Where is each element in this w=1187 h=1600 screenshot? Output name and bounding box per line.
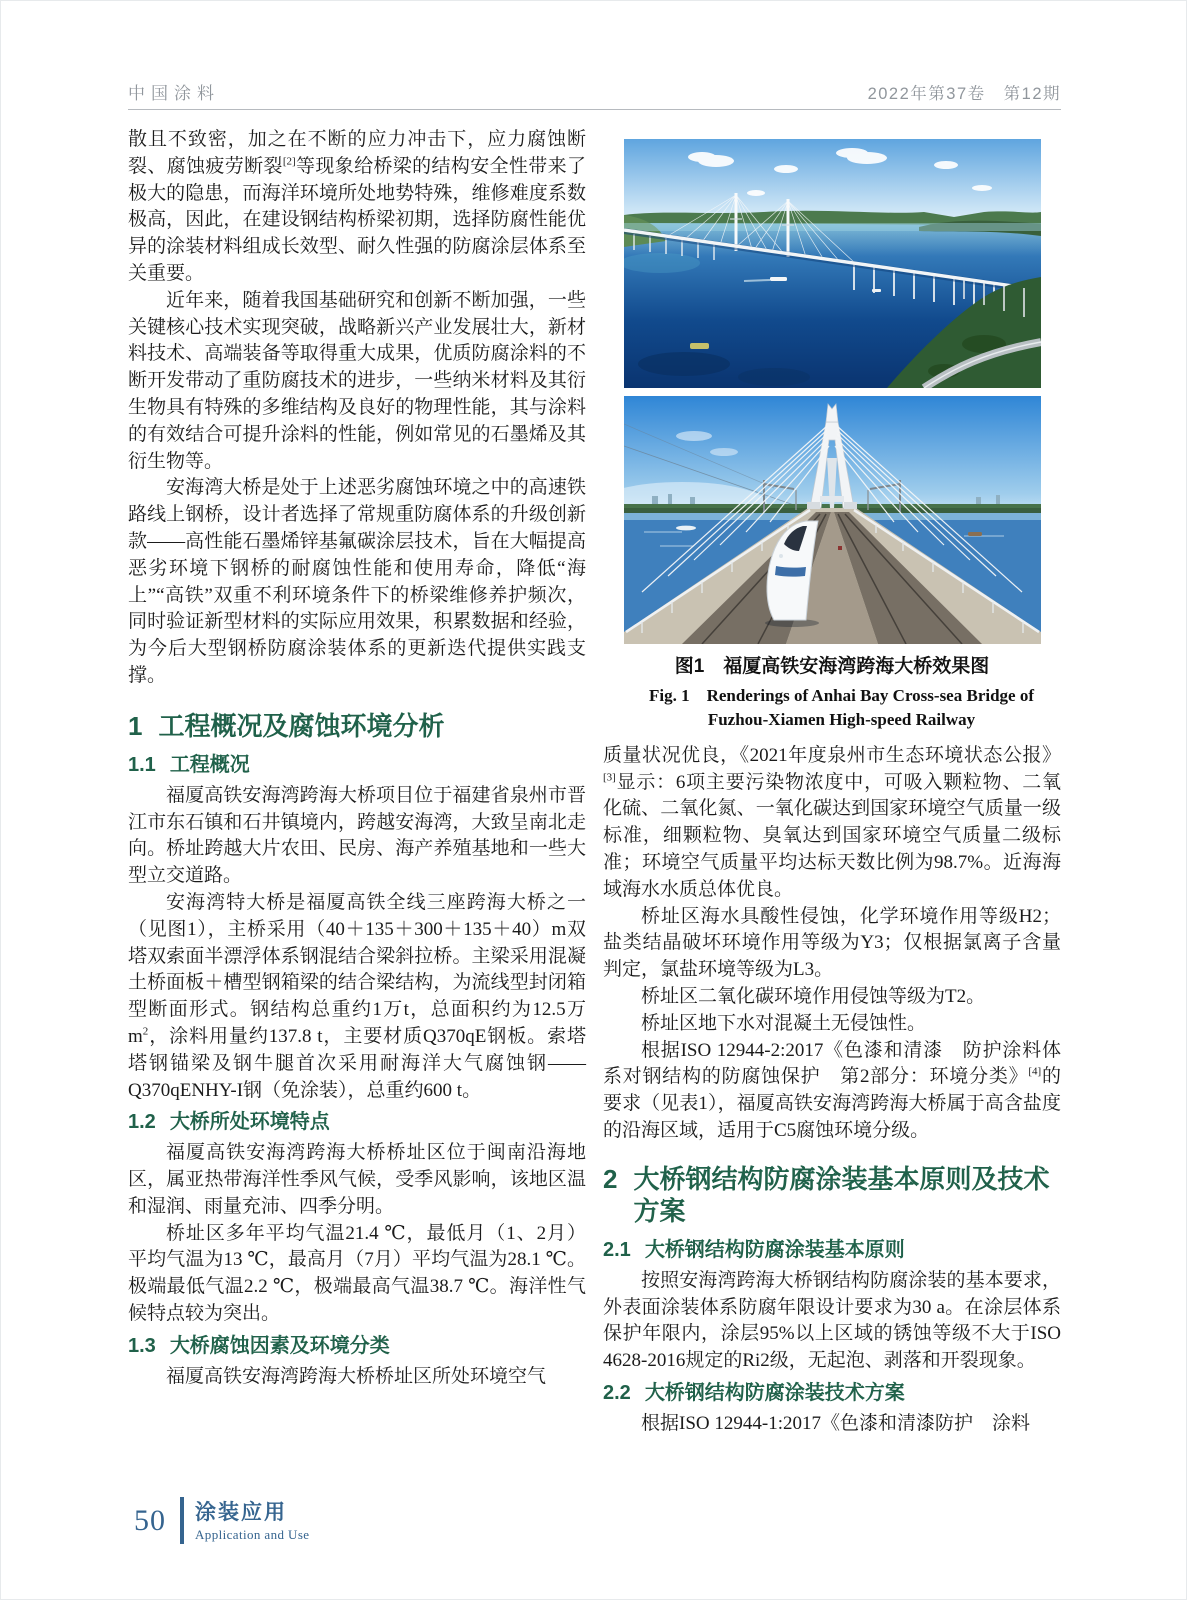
section-title: 大桥钢结构防腐涂装基本原则及技术方案 [633,1163,1050,1226]
section-1-3-heading [128,1332,586,1360]
body-paragraph-14: 按照安海湾跨海大桥钢结构防腐涂装的基本要求，外表面涂装体系防腐年限设计要求为30 a。在涂层体系保护年限内，涂层95%以上区域的锈蚀等级不大于ISO 4628-2016规定的Ri2级，无起泡、剥落和开裂现象。 [603,1269,1061,1372]
body-paragraph-12: 桥址区地下水对混凝土无侵蚀性。 [641,1012,927,1034]
subsection-number: 1.1 [128,753,156,776]
header-divider [128,109,1061,110]
footer-column-info [195,1497,309,1544]
figure1-caption [624,654,1041,732]
subsection-number: 1.3 [128,1334,156,1357]
body-paragraph-3: 安海湾大桥是处于上述恶劣腐蚀环境之中的高速铁路线上钢桥，设计者选择了常规重防腐体系的升级创新款——高性能石墨烯锌基氟碳涂层技术，旨在大幅提高恶劣环境下钢桥的耐腐蚀性能和使用寿命，降低“海上”“高铁”双重不利环境条件下的桥梁维修养护频次，同时验证新型材料的实际应用效果，积累数据和经验，为今后大型钢桥防腐涂装体系的更新迭代提供实践支撑。 [128,477,586,686]
body-paragraph-10: 桥址区海水具酸性侵蚀，化学环境作用等级H2；盐类结晶破坏环境作用等级为Y3；仅根据氯离子含量判定，氯盐环境等级为L3。 [603,905,1061,981]
paragraph-text: 显示：6项主要污染物浓度中，可吸入颗粒物、二氧化硫、二氧化氮、一氧化碳达到国家环境空气质量一级标准，细颗粒物、臭氧达到国家环境空气质量二级标准；环境空气质量平均达标天数比例为98.7%。近海海域海水水质总体优良。 [603,771,1061,900]
page-header [128,79,1061,104]
body-paragraph-13 [603,1038,1061,1145]
subsection-number: 2.1 [603,1238,631,1261]
section-number: 2 [603,1163,618,1194]
citation-marker: [3] [603,771,616,784]
column-name-cn: 涂装应用 [195,1501,287,1524]
section-1-1-heading [128,751,586,779]
section-title: 工程概况及腐蚀环境分析 [158,710,445,741]
footer-divider-bar [180,1497,184,1544]
section-2-1-heading [603,1236,1061,1264]
subsection-title: 大桥钢结构防腐涂装技术方案 [644,1381,905,1404]
right-column-text [603,743,1061,1438]
section-2-2-heading [603,1379,1061,1407]
figure1-aerial-bridge-image [624,139,1041,388]
body-paragraph-6: 福厦高铁安海湾跨海大桥桥址区位于闽南沿海地区，属亚热带海洋性季风气候，受季风影响，该地区温和湿润、雨量充沛、四季分明。 [128,1142,586,1217]
subsection-number: 1.2 [128,1111,156,1134]
body-paragraph-7: 桥址区多年平均气温21.4 ℃，最低月（1、2月）平均气温为13 ℃，最高月（7月）平均气温为28.1 ℃。极端最低气温2.2 ℃，极端最高气温38.7 ℃。海洋性气候特点较为突出。 [128,1222,586,1325]
column-name-en: Application and Use [195,1527,310,1542]
page-number: 50 [134,1503,166,1537]
left-column [128,127,586,1391]
section-number: 1 [128,710,143,741]
subsection-title: 大桥钢结构防腐涂装基本原则 [644,1238,905,1261]
figure-1 [624,139,1041,732]
right-column [603,127,1061,1438]
body-paragraph-15: 根据ISO 12944-1:2017《色漆和清漆防护 涂料 [641,1412,1030,1434]
paragraph-text: 安海湾特大桥是福厦高铁全线三座跨海大桥之一（见图1），主桥采用（40＋135＋300＋135＋40）m双塔双索面半漂浮体系钢混结合梁斜拉桥。主梁采用混凝土桥面板＋槽型钢箱梁的结合梁结构，为流线型封闭箱型断面形式。钢结构总重约1万t，总面积约为12.5万m [128,891,586,1047]
body-paragraph-1 [128,127,586,288]
paragraph-text: 等现象给桥梁的结构安全性带来了极大的隐患，而海洋环境所处地势特殊，维修难度系数极高，因此，在建设钢结构桥梁初期，选择防腐性能优异的涂装材料组成长效型、耐久性强的防腐涂层体系至关重要。 [128,155,586,284]
paragraph-text: 的要求（见表1），福厦高铁安海湾跨海大桥属于高含盐度的沿海区域，适用于C5腐蚀环境分级。 [603,1066,1061,1141]
figure1-caption-cn: 图1 福厦高铁安海湾跨海大桥效果图 [674,656,990,677]
paragraph-text: 散且不致密，加之在不断的应力冲击下，应力腐蚀断裂、腐蚀疲劳断裂 [128,129,586,177]
journal-name: 中国涂料 [128,84,220,103]
issue-info: 2022年第37卷 第12期 [867,85,1061,103]
body-paragraph-5 [128,890,586,1104]
section-2-heading [603,1163,1061,1227]
figure1-caption-en: Fig. 1 Renderings of Anhai Bay Cross-sea Bridge of Fuzhou-Xiamen High-speed Railway [648,685,1035,729]
section-1-heading [128,710,586,742]
body-paragraph-8: 福厦高铁安海湾跨海大桥桥址区所处环境空气 [166,1365,547,1387]
paragraph-text: ，涂料用量约137.8 t，主要材质Q370qE钢板。索塔塔钢锚梁及钢牛腿首次采用耐海洋大气腐蚀钢——Q370qENHY-I钢（免涂装），总重约600 t。 [128,1025,586,1101]
page-footer [134,1497,309,1544]
subsection-number: 2.2 [603,1381,631,1404]
citation-marker: [2] [282,155,296,168]
body-paragraph-2: 近年来，随着我国基础研究和创新不断加强，一些关键核心技术实现突破，战略新兴产业发展壮大，新材料技术、高端装备等取得重大成果，优质防腐涂料的不断开发带动了重防腐技术的进步，一些纳米材料及其衍生物具有特殊的多维结构及良好的物理性能，其与涂料的有效结合可提升涂料的性能，例如常见的石墨烯及其衍生物等。 [128,289,586,472]
body-paragraph-11: 桥址区二氧化碳环境作用侵蚀等级为T2。 [641,985,986,1007]
figure1-train-deck-image [624,396,1041,644]
paragraph-text: 质量状况优良，《2021年度泉州市生态环境状态公报》 [603,744,1061,766]
section-1-2-heading [128,1108,586,1136]
body-paragraph-9 [603,743,1061,904]
subsection-title: 工程概况 [169,753,250,776]
citation-marker: [4] [1028,1066,1042,1079]
subsection-title: 大桥所处环境特点 [169,1111,330,1134]
subsection-title: 大桥腐蚀因素及环境分类 [169,1334,390,1357]
paragraph-text: 根据ISO 12944-2:2017《色漆和清漆 防护涂料体系对钢结构的防腐蚀保护 第2部分：环境分类》 [603,1039,1061,1088]
superscript-2: 2 [142,1025,149,1038]
body-paragraph-4: 福厦高铁安海湾跨海大桥项目位于福建省泉州市晋江市东石镇和石井镇境内，跨越安海湾，大致呈南北走向。桥址跨越大片农田、民房、海产养殖基地和一些大型立交道路。 [128,784,586,887]
